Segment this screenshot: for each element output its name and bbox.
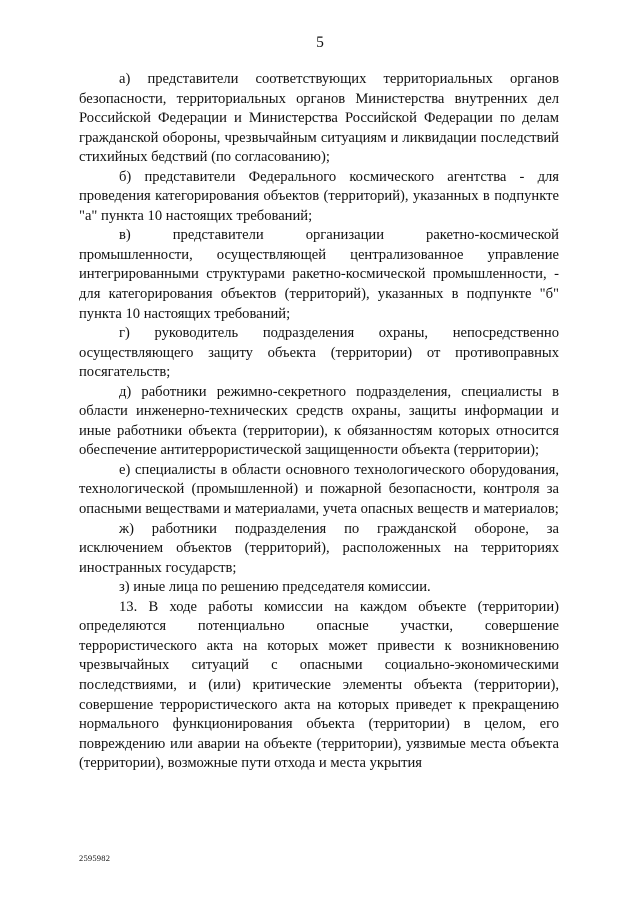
paragraph-item-z: з) иные лица по решению председателя комиссии.: [119, 579, 431, 596]
paragraph-item-a: а) представители соответствующих территориальных органов безопасности, территориальных органов Министерства внутренних дел Российской Федерации и Министерства Российской Федерации по делам гражданской обороны, чрезвычайным ситуациям и ликвидации последствий стихийных бедствий (по согласованию);: [79, 71, 559, 166]
paragraph-item-zh: ж) работники подразделения по гражданской обороне, за исключением объектов (территорий), расположенных на территориях иностранных государств;: [79, 520, 559, 576]
paragraph-item-v: в) представители организации ракетно-космической промышленности, осуществляющей централизованное управление интегрированными структурами ракетно-космической промышленности, - для категорирования объектов (территорий), указанных в подпункте "б" пункта 10 настоящих требований;: [79, 227, 559, 322]
paragraph-item-g: г) руководитель подразделения охраны, непосредственно осуществляющего защиту объекта (территории) от противоправных посягательств;: [79, 325, 559, 381]
paragraph-item-d: д) работники режимно-секретного подразделения, специалисты в области инженерно-технических средств охраны, защиты информации и иные работники объекта (территории), к обязанностям которых относится обеспечение антитеррористической защищенности объекта (территории);: [79, 383, 559, 459]
page-number: 5: [316, 34, 324, 51]
paragraph-item-b: б) представители Федерального космического агентства - для проведения категорирования объектов (территорий), указанных в подпункте "а" пункта 10 настоящих требований;: [79, 168, 559, 224]
document-code: 2595982: [79, 853, 111, 863]
document-body: [79, 70, 559, 774]
paragraph-clause-13: 13. В ходе работы комиссии на каждом объекте (территории) определяются потенциально опасные участки, совершение террористического акта на которых может привести к возникновению чрезвычайных ситуаций с опасными социально-экономическими последствиями, и (или) критические элементы объекта (территории), совершение террористического акта на которых приведет к прекращению нормального функционирования объекта (территории) в целом, его повреждению или аварии на объекте (территории), уязвимые места объекта (территории), возможные пути отхода и места укрытия: [79, 598, 559, 772]
paragraph-item-e: е) специалисты в области основного технологического оборудования, технологической (промышленной) и пожарной безопасности, контроля за опасными веществами и материалами, учета опасных веществ и материалов;: [79, 461, 559, 518]
